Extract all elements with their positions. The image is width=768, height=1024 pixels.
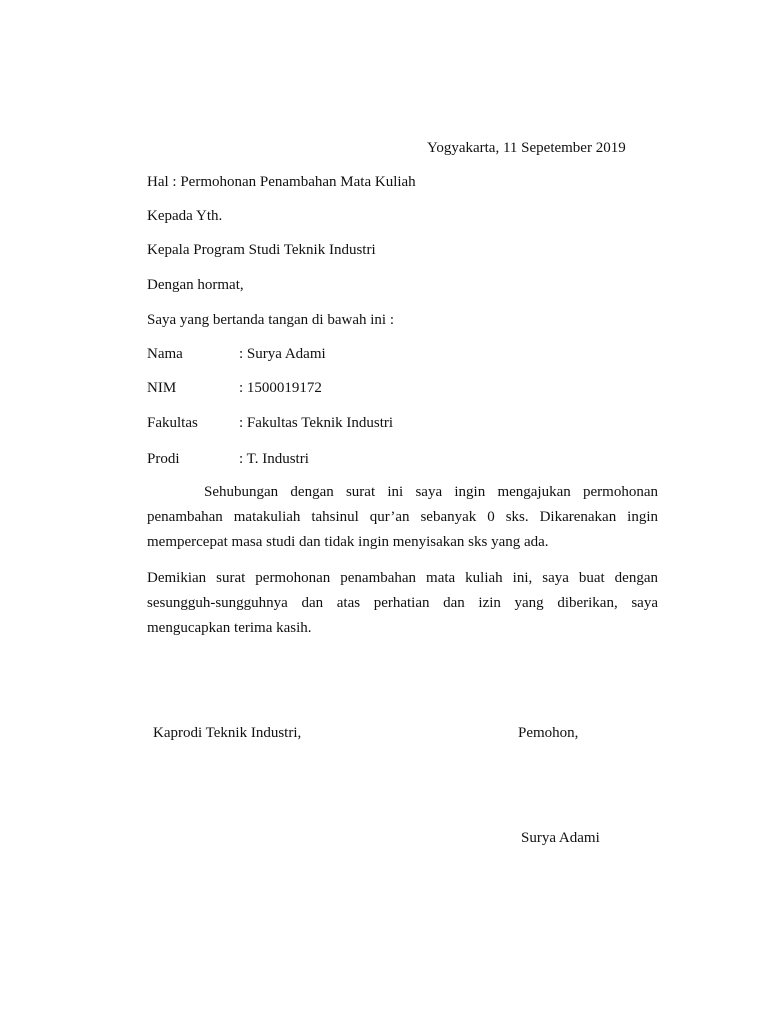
identity-label: NIM [147, 380, 177, 396]
identity-label: Fakultas [147, 415, 198, 431]
identity-label: Prodi [147, 451, 180, 467]
intro-line: Saya yang bertanda tangan di bawah ini : [147, 312, 395, 328]
identity-value: : Fakultas Teknik Industri [239, 415, 394, 431]
greeting: Dengan hormat, [147, 277, 244, 293]
recipient: Kepala Program Studi Teknik Industri [147, 242, 376, 258]
signature-right-name: Surya Adami [521, 830, 600, 846]
identity-value: : Surya Adami [239, 346, 326, 362]
place-date: Yogyakarta, 11 Sepetember 2019 [427, 140, 626, 156]
identity-label: Nama [147, 346, 183, 362]
body-paragraph-1: Sehubungan dengan surat ini saya ingin mengajukan permohonan penambahan matakuliah tahsinul qur’an sebanyak 0 sks. Dikarenakan ingin mempercepat masa studi dan tidak ingin menyisakan sks yang ada. [147, 484, 658, 550]
signature-right-title: Pemohon, [518, 725, 579, 741]
body-paragraph-2: Demikian surat permohonan penambahan mata kuliah ini, saya buat dengan sesungguh-sungguhnya dan atas perhatian dan izin yang diberikan, saya mengucapkan terima kasih. [147, 570, 658, 636]
salutation-to: Kepada Yth. [147, 208, 223, 224]
identity-value: : 1500019172 [239, 380, 322, 396]
subject-line: Hal : Permohonan Penambahan Mata Kuliah [147, 174, 416, 190]
identity-value: : T. Industri [239, 451, 309, 467]
signature-left-title: Kaprodi Teknik Industri, [153, 725, 302, 741]
